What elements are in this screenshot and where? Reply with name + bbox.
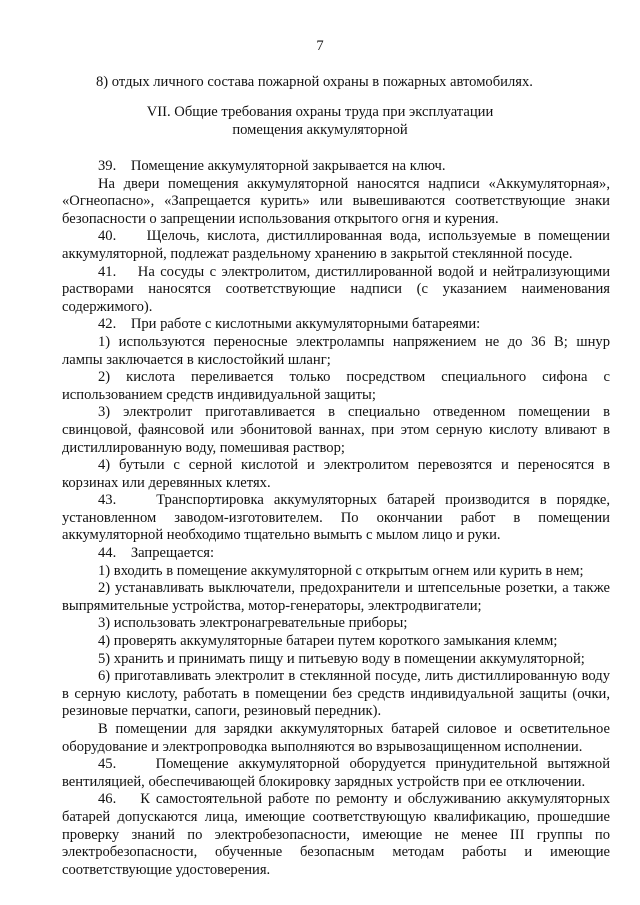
paragraph-46: 46. К самостоятельной работе по ремонту и обслуживанию аккумуляторных батарей допускаются лица, имеющие соответствующую квалификацию, прошедшие проверку знаний по электробезопасности, имеющие не менее III группы по электробезопасности, обученные безопасным методам работы и имеющие соответствующие удостоверения. [62, 791, 610, 878]
section-heading [0, 103, 640, 139]
paragraph-44-item-5: 5) хранить и принимать пищу и питьевую воду в помещении аккумуляторной; [98, 650, 585, 667]
section-body [62, 158, 610, 879]
paragraph-42-item-2: 2) кислота переливается только посредством специального сифона с использованием средств индивидуальной защиты; [62, 369, 610, 403]
paragraph-44-item-1: 1) входить в помещение аккумуляторной с открытым огнем или курить в нем; [98, 562, 584, 579]
paragraph-44-item-4: 4) проверять аккумуляторные батареи путем короткого замыкания клемм; [98, 633, 558, 650]
paragraph-44-equipment: В помещении для зарядки аккумуляторных батарей силовое и осветительное оборудование и электропроводка выполняются во взрывозащищенном исполнении. [62, 721, 610, 755]
paragraph-41: 41. На сосуды с электролитом, дистиллированной водой и нейтрализующими растворами наносятся соответствующие надписи (с указанием наименования содержимого). [62, 263, 610, 315]
paragraph-45: 45. Помещение аккумуляторной оборудуется принудительной вытяжной вентиляцией, обеспечивающей блокировку зарядных устройств при ее отключении. [62, 756, 610, 790]
page-number: 7 [316, 38, 324, 54]
paragraph-44-item-3: 3) использовать электронагревательные приборы; [98, 615, 408, 632]
section-title-line-1: VII. Общие требования охраны труда при эксплуатации [146, 104, 494, 120]
paragraph-40: 40. Щелочь, кислота, дистиллированная вода, используемые в помещении аккумуляторной, подлежат раздельному хранению в закрытой стеклянной посуде. [62, 228, 610, 262]
paragraph-44: 44. Запрещается: [98, 545, 215, 562]
paragraph-42: 42. При работе с кислотными аккумуляторными батареями: [98, 316, 481, 333]
list-item-continuation: 8) отдых личного состава пожарной охраны в пожарных автомобилях. [96, 74, 533, 90]
paragraph-44-item-6: 6) приготавливать электролит в стеклянной посуде, лить дистиллированную воду в серную кислоту, работать в помещении без средств индивидуальной защиты (очки, резиновые перчатки, сапоги, резиновый передник). [62, 668, 610, 720]
paragraph-39: 39. Помещение аккумуляторной закрывается на ключ. [98, 158, 446, 174]
paragraph-42-item-3: 3) электролит приготавливается в специально отведенном помещении в свинцовой, фаянсовой или эбонитовой ваннах, при этом серную кислоту вливают в дистиллированную воду, помешивая раствор; [62, 404, 610, 456]
paragraph-44-item-2: 2) устанавливать выключатели, предохранители и штепсельные розетки, а также выпрямительные устройства, мотор-генераторы, электродвигатели; [62, 580, 610, 614]
paragraph-39-signs: На двери помещения аккумуляторной наносятся надписи «Аккумуляторная», «Огнеопасно», «Запрещается курить» или вывешиваются соответствующие знаки безопасности о запрещении использования открытого огня и курения. [62, 175, 610, 227]
paragraph-42-item-1: 1) используются переносные электролампы напряжением не до 36 В; шнур лампы заключается в кислостойкий шланг; [62, 333, 610, 368]
paragraph-43: 43. Транспортировка аккумуляторных батарей производится в порядке, установленном заводом-изготовителем. По окончании работ в помещении аккумуляторной необходимо тщательно вымыть с мылом лицо и руки. [62, 492, 610, 544]
section-title-line-2: помещения аккумуляторной [232, 122, 408, 138]
paragraph-42-item-4: 4) бутыли с серной кислотой и электролитом перевозятся и переносятся в корзинах или деревянных клетях. [62, 457, 610, 491]
